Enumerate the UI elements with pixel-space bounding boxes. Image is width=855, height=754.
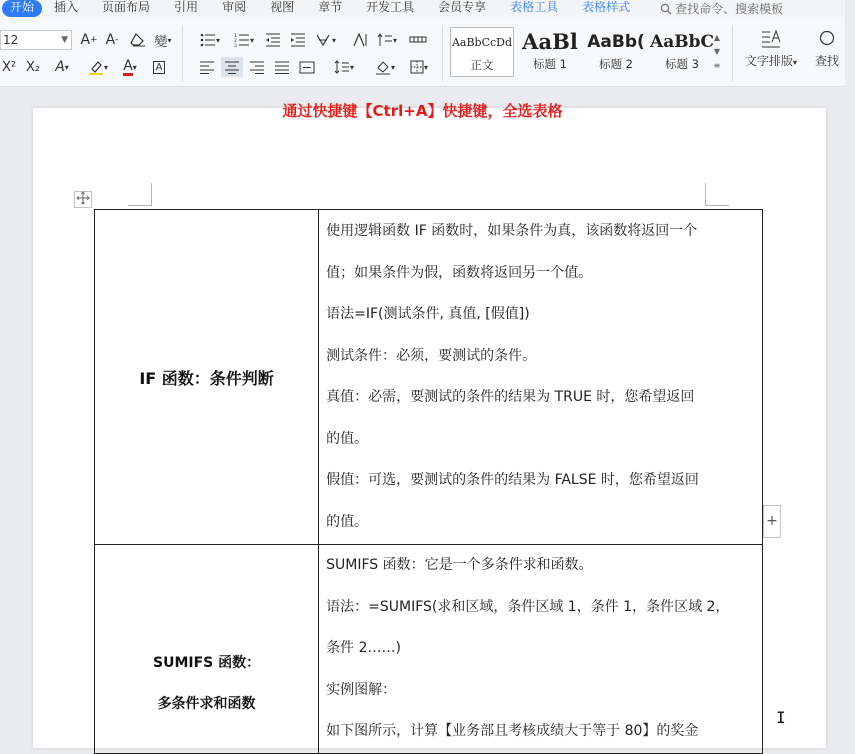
cell-text-line: 测试条件：必须，要测试的条件。 — [326, 347, 537, 364]
style-heading-3[interactable] — [650, 27, 714, 77]
chinese-layout-icon[interactable]: ▾ — [314, 30, 338, 50]
tab-insert[interactable]: 插入 — [54, 0, 79, 14]
move-icon — [77, 192, 89, 204]
style-heading-3-label: 标题 3 — [665, 57, 699, 71]
search-icon — [660, 3, 672, 15]
subscript-icon[interactable]: X₂ — [25, 59, 41, 75]
text-typeset-button[interactable]: 文字排版▾ — [740, 29, 802, 69]
text-direction-icon[interactable] — [350, 30, 370, 50]
sort-icon[interactable]: ▾ — [376, 30, 398, 50]
text-cursor-icon: I — [776, 708, 786, 727]
cell-text-line: 的值。 — [326, 513, 369, 530]
cell-title-text: SUMIFS 函数： — [153, 655, 261, 671]
style-heading-2-sample: AaBb( — [587, 32, 645, 52]
table-row — [95, 210, 763, 545]
ribbon-divider — [442, 25, 443, 81]
styles-gallery — [448, 27, 726, 77]
increase-indent-icon[interactable] — [288, 30, 308, 50]
align-right-icon[interactable] — [247, 57, 267, 77]
ribbon-divider — [732, 25, 733, 81]
style-heading-3-sample: AaBbC — [650, 32, 714, 52]
clear-format-icon[interactable] — [128, 30, 148, 50]
style-heading-2[interactable] — [584, 27, 648, 77]
phonetic-guide-icon[interactable]: 變 ▾ — [154, 34, 172, 50]
svg-text:3: 3 — [233, 44, 237, 49]
chevron-up-icon[interactable]: ▲ — [713, 33, 721, 42]
numbered-list-icon[interactable]: 1 2 3 ▾ — [233, 34, 254, 49]
add-column-button[interactable] — [763, 505, 781, 538]
cell-text-line: 的值。 — [326, 430, 369, 447]
decrease-font-icon[interactable]: A - — [105, 32, 119, 48]
cell-text-line: 值；如果条件为假，函数将返回另一个值。 — [326, 264, 593, 281]
character-border-icon[interactable]: A — [150, 57, 168, 77]
tab-developer[interactable]: 开发工具 — [366, 0, 415, 14]
tutorial-caption: 通过快捷键【Ctrl+A】快捷键，全选表格 — [282, 102, 563, 120]
style-heading-2-label: 标题 2 — [599, 57, 633, 71]
style-normal-sample: AaBbCcDd — [451, 36, 513, 49]
show-marks-icon[interactable] — [408, 30, 428, 50]
align-left-icon[interactable] — [197, 57, 217, 77]
superscript-icon[interactable]: X² — [1, 59, 17, 75]
style-normal-label: 正文 — [470, 58, 494, 72]
tab-page-layout[interactable]: 页面布局 — [102, 0, 151, 14]
cell-text-line: 语法=IF(测试条件, 真值, [假值]) — [326, 306, 530, 322]
cell-text-line: 如下图所示，计算【业务部且考核成绩大于等于 80】的奖金 — [326, 723, 699, 739]
typeset-icon — [760, 29, 782, 49]
tab-section[interactable]: 章节 — [318, 0, 343, 14]
cell-text-line: 条件 2……) — [326, 640, 401, 656]
table-cell-title[interactable] — [95, 545, 319, 754]
svg-text:1: 1 — [233, 34, 237, 39]
table-cell-content[interactable] — [319, 545, 763, 754]
tab-member[interactable]: 会员专享 — [438, 0, 487, 14]
line-spacing-icon[interactable]: ▾ — [331, 57, 357, 77]
text-typeset-label: 文字排版 — [744, 54, 793, 68]
find-button[interactable] — [815, 29, 855, 69]
text-effect-icon[interactable]: A ▾ — [55, 59, 69, 75]
cell-text-line: 实例图解： — [326, 681, 397, 698]
chevron-down-icon: ▼ — [61, 35, 68, 45]
style-normal[interactable] — [450, 27, 514, 77]
font-size-value: 12 — [3, 33, 19, 47]
ribbon-toolbar — [0, 17, 845, 87]
highlight-icon[interactable]: ▾ — [84, 57, 112, 77]
cell-text-line: 使用逻辑函数 IF 函数时，如果条件为真，该函数将返回一个 — [326, 223, 698, 239]
style-heading-1-sample: AaBl — [522, 29, 578, 54]
find-icon — [815, 29, 837, 49]
cell-text-line: SUMIFS 函数：它是一个多条件求和函数。 — [326, 557, 593, 573]
tab-home[interactable]: 开始 — [2, 0, 42, 17]
tab-table-tools[interactable]: 表格工具 — [510, 0, 559, 14]
svg-text:2: 2 — [233, 39, 237, 44]
table-move-handle[interactable] — [74, 191, 92, 208]
table-cell-title[interactable] — [95, 210, 319, 545]
bullet-list-icon[interactable]: ▾ — [198, 30, 222, 50]
cell-text-line: 语法：=SUMIFS(求和区域，条件区域 1，条件 1，条件区域 2， — [326, 598, 730, 615]
cell-title-text: 多条件求和函数 — [157, 696, 256, 712]
cell-title-text: IF 函数：条件判断 — [139, 368, 274, 388]
functions-table[interactable] — [94, 209, 763, 754]
cell-text-line: 真值：必需，要测试的条件的结果为 TRUE 时，您希望返回 — [326, 389, 695, 405]
distribute-icon[interactable] — [297, 57, 317, 77]
tab-view[interactable]: 视图 — [270, 0, 295, 14]
table-cell-content[interactable] — [319, 210, 763, 545]
justify-icon[interactable] — [272, 57, 292, 77]
find-label: 查找 — [815, 54, 840, 68]
tab-table-style[interactable]: 表格样式 — [582, 0, 631, 14]
style-heading-1[interactable] — [518, 27, 582, 77]
chevron-down-icon[interactable]: ▼ — [713, 47, 721, 56]
shading-icon[interactable]: ▾ — [372, 57, 398, 77]
align-center-icon[interactable] — [221, 57, 243, 77]
plus-icon: + — [766, 513, 778, 529]
tab-review[interactable]: 审阅 — [222, 0, 247, 14]
more-styles-icon[interactable]: ≡ — [713, 61, 721, 70]
tab-references[interactable]: 引用 — [174, 0, 199, 14]
command-search-placeholder: 查找命令、搜索模板 — [675, 2, 784, 16]
borders-icon[interactable]: ▾ — [405, 57, 433, 77]
font-size-select[interactable] — [0, 30, 72, 50]
style-heading-1-label: 标题 1 — [533, 57, 567, 71]
increase-font-icon[interactable]: A + — [80, 32, 98, 48]
table-row — [95, 545, 763, 754]
margin-corner-mark — [705, 183, 729, 206]
decrease-indent-icon[interactable] — [263, 30, 283, 50]
margin-corner-mark — [128, 183, 152, 206]
command-search[interactable] — [660, 0, 783, 17]
ribbon-divider — [182, 25, 183, 81]
font-color-icon[interactable]: A ▾ — [123, 57, 137, 74]
cell-text-line: 假值：可选，要测试的条件的结果为 FALSE 时，您希望返回 — [326, 472, 699, 488]
ribbon-tab-bar — [0, 0, 845, 17]
styles-scroll[interactable] — [710, 31, 724, 73]
